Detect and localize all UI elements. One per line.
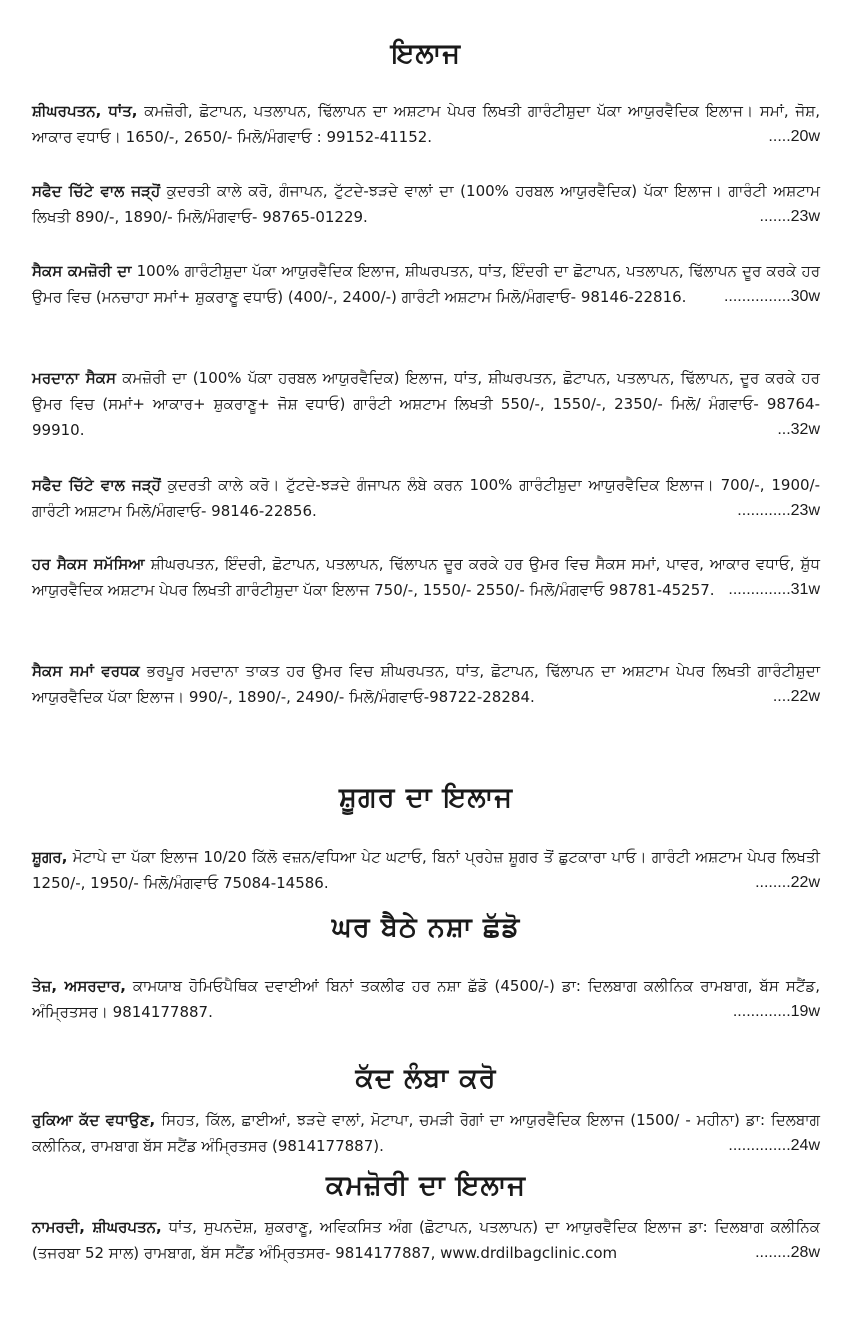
- section-height: [32, 1063, 820, 1095]
- classified-ad: [32, 258, 820, 310]
- ad-lead: ਤੇਜ਼, ਅਸਰਦਾਰ,: [32, 977, 126, 995]
- ad-lead: ਸੈਕਸ ਸਮਾਂ ਵਰਧਕ: [32, 662, 140, 680]
- ad-body: ਕੁਦਰਤੀ ਕਾਲੇ ਕਰੋ, ਗੰਜਾਪਨ, ਟੁੱਟਦੇ-ਝੜਦੇ ਵਾਲਾਂ ਦਾ (100% ਹਰਬਲ ਆਯੁਰਵੈਦਿਕ) ਪੱਕਾ ਇਲਾਜ। ਗਾਰੰਟੀ ਅਸ਼ਟਾਮ ਲਿਖਤੀ 890/-, 1890/- ਮਿਲੋ/ਮੰਗਵਾਓ- 98765-01229.: [32, 182, 820, 226]
- ad-code: ...............30w: [723, 288, 820, 305]
- ad-code: .......23w: [759, 208, 820, 225]
- ad-lead: ਨਾਮਰਦੀ, ਸ਼ੀਘਰਪਤਨ,: [32, 1218, 162, 1236]
- ad-body: ਕੁਦਰਤੀ ਕਾਲੇ ਕਰੋ। ਟੁੱਟਦੇ-ਝੜਦੇ ਗੰਜਾਪਨ ਲੰਬੇ ਕਰਨ 100% ਗਾਰੰਟੀਸ਼ੁਦਾ ਆਯੁਰਵੈਦਿਕ ਇਲਾਜ। 700/-, 1900/- ਗਾਰੰਟੀ ਅਸ਼ਟਾਮ ਮਿਲੋ/ਮੰਗਵਾਓ- 98146-22856.: [32, 476, 821, 520]
- section-heading: ਇਲਾਜ: [390, 38, 462, 69]
- ad-code: ........22w: [755, 874, 820, 891]
- ad-lead: ਸਫੈਦ ਚਿੱਟੇ ਵਾਲ ਜੜ੍ਹੋਂ: [32, 476, 161, 494]
- classified-ad: [32, 551, 820, 603]
- section-treatment: [32, 38, 820, 70]
- ad-code: ....22w: [772, 688, 820, 705]
- ad-code: .............19w: [732, 1003, 820, 1020]
- ad-code: ........28w: [755, 1244, 820, 1261]
- ad-code: ...32w: [777, 421, 820, 438]
- section-heading: ਕੱਦ ਲੰਬਾ ਕਰੋ: [355, 1063, 497, 1094]
- ad-lead: ਸ਼ੀਘਰਪਤਨ, ਧਾਂਤ,: [32, 102, 138, 120]
- ad-body: 100% ਗਾਰੰਟੀਸ਼ੁਦਾ ਪੱਕਾ ਆਯੁਰਵੈਦਿਕ ਇਲਾਜ, ਸ਼ੀਘਰਪਤਨ, ਧਾਂਤ, ਇੰਦਰੀ ਦਾ ਛੋਟਾਪਨ, ਪਤਲਾਪਨ, ਢਿੱਲਾਪਨ ਦੂਰ ਕਰਕੇ ਹਰ ਉਮਰ ਵਿਚ (ਮਨਚਾਹਾ ਸਮਾਂ+ ਸ਼ੁਕਰਾਣੂ ਵਧਾਓ) (400/-, 2400/-) ਗਾਰੰਟੀ ਅਸ਼ਟਾਮ ਮਿਲੋ/ਮੰਗਵਾਓ- 98146-22816.: [32, 262, 820, 306]
- ad-code: ..............24w: [728, 1137, 820, 1154]
- classified-ad: [32, 658, 820, 710]
- ad-lead: ਸੈਕਸ ਕਮਜ਼ੋਰੀ ਦਾ: [32, 262, 132, 280]
- ad-lead: ਰੁਕਿਆ ਕੱਦ ਵਧਾਉਣ,: [32, 1111, 156, 1129]
- classified-ad: [32, 973, 820, 1025]
- classified-ad: [32, 472, 820, 524]
- ad-lead: ਸ਼ੂਗਰ,: [32, 848, 68, 866]
- ad-code: ............23w: [737, 502, 820, 519]
- ad-body: ਕਮਜ਼ੋਰੀ ਦਾ (100% ਪੱਕਾ ਹਰਬਲ ਆਯੁਰਵੈਦਿਕ) ਇਲਾਜ, ਧਾਂਤ, ਸ਼ੀਘਰਪਤਨ, ਛੋਟਾਪਨ, ਪਤਲਾਪਨ, ਢਿੱਲਾਪਨ, ਦੂਰ ਕਰਕੇ ਹਰ ਉਮਰ ਵਿਚ (ਸਮਾਂ+ ਆਕਾਰ+ ਸ਼ੁਕਰਾਣੂ+ ਜੋਸ਼ ਵਧਾਓ) ਗਾਰੰਟੀ ਅਸ਼ਟਾਮ ਲਿਖਤੀ 550/-, 1550/-, 2350/- ਮਿਲੋ/ ਮੰਗਵਾਓ- 98764-99910.: [32, 369, 820, 439]
- ad-body: ਮੋਟਾਪੇ ਦਾ ਪੱਕਾ ਇਲਾਜ 10/20 ਕਿੱਲੋ ਵਜ਼ਨ/ਵਧਿਆ ਪੇਟ ਘਟਾਓ, ਬਿਨਾਂ ਪ੍ਰਹੇਜ਼ ਸ਼ੂਗਰ ਤੋਂ ਛੁਟਕਾਰਾ ਪਾਓ। ਗਾਰੰਟੀ ਅਸ਼ਟਾਮ ਪੇਪਰ ਲਿਖਤੀ 1250/-, 1950/- ਮਿਲੋ/ਮੰਗਵਾਓ 75084-14586.: [32, 848, 820, 892]
- classified-ad: [32, 98, 820, 150]
- ad-body: ਕਾਮਯਾਬ ਹੋਮਿਓਪੈਥਿਕ ਦਵਾਈਆਂ ਬਿਨਾਂ ਤਕਲੀਫ ਹਰ ਨਸ਼ਾ ਛੱਡੋ (4500/-) ਡਾ: ਦਿਲਬਾਗ ਕਲੀਨਿਕ ਰਾਮਬਾਗ, ਬੱਸ ਸਟੈਂਡ, ਅੰਮ੍ਰਿਤਸਰ। 9814177887.: [32, 977, 820, 1021]
- classified-ad: [32, 1107, 820, 1159]
- ad-lead: ਮਰਦਾਨਾ ਸੈਕਸ: [32, 369, 117, 387]
- ad-body: ਧਾਂਤ, ਸੁਪਨਦੋਸ਼, ਸ਼ੁਕਰਾਣੂ, ਅਵਿਕਸਿਤ ਅੰਗ (ਛੋਟਾਪਨ, ਪਤਲਾਪਨ) ਦਾ ਆਯੁਰਵੈਦਿਕ ਇਲਾਜ ਡਾ: ਦਿਲਬਾਗ ਕਲੀਨਿਕ (ਤਜਰਬਾ 52 ਸਾਲ) ਰਾਮਬਾਗ, ਬੱਸ ਸਟੈਂਡ ਅੰਮ੍ਰਿਤਸਰ- 9814177887, www.drdilbagclinic.com: [32, 1218, 821, 1262]
- section-heading: ਸ਼ੂਗਰ ਦਾ ਇਲਾਜ: [339, 782, 513, 813]
- ad-code: .....20w: [768, 128, 820, 145]
- classified-ad: [32, 844, 820, 896]
- ad-lead: ਸਫੈਦ ਚਿੱਟੇ ਵਾਲ ਜੜ੍ਹੋਂ: [32, 182, 161, 200]
- section-quit-addiction: [32, 912, 820, 944]
- ad-body: ਭਰਪੂਰ ਮਰਦਾਨਾ ਤਾਕਤ ਹਰ ਉਮਰ ਵਿਚ ਸ਼ੀਘਰਪਤਨ, ਧਾਂਤ, ਛੋਟਾਪਨ, ਢਿੱਲਾਪਨ ਦਾ ਅਸ਼ਟਾਮ ਪੇਪਰ ਲਿਖਤੀ ਗਾਰੰਟੀਸ਼ੁਦਾ ਆਯੁਰਵੈਦਿਕ ਪੱਕਾ ਇਲਾਜ। 990/-, 1890/-, 2490/- ਮਿਲੋ/ਮੰਗਵਾਓ-98722-28284.: [32, 662, 820, 706]
- section-heading: ਕਮਜ਼ੋਰੀ ਦਾ ਇਲਾਜ: [325, 1170, 527, 1201]
- section-weakness: [32, 1170, 820, 1202]
- classified-ad: [32, 1214, 820, 1266]
- section-sugar: [32, 782, 820, 814]
- classified-ad: [32, 178, 820, 230]
- ad-body: ਕਮਜ਼ੋਰੀ, ਛੋਟਾਪਨ, ਪਤਲਾਪਨ, ਢਿੱਲਾਪਨ ਦਾ ਅਸ਼ਟਾਮ ਪੇਪਰ ਲਿਖਤੀ ਗਾਰੰਟੀਸ਼ੁਦਾ ਪੱਕਾ ਆਯੁਰਵੈਦਿਕ ਇਲਾਜ। ਸਮਾਂ, ਜੋਸ਼, ਆਕਾਰ ਵਧਾਓ। 1650/-, 2650/- ਮਿਲੋ/ਮੰਗਵਾਓ : 99152-41152.: [32, 102, 820, 146]
- ad-body: ਸ਼ੀਘਰਪਤਨ, ਇੰਦਰੀ, ਛੋਟਾਪਨ, ਪਤਲਾਪਨ, ਢਿੱਲਾਪਨ ਦੂਰ ਕਰਕੇ ਹਰ ਉਮਰ ਵਿਚ ਸੈਕਸ ਸਮਾਂ, ਪਾਵਰ, ਆਕਾਰ ਵਧਾਓ, ਸ਼ੁੱਧ ਆਯੁਰਵੈਦਿਕ ਅਸ਼ਟਾਮ ਪੇਪਰ ਲਿਖਤੀ ਗਾਰੰਟੀਸ਼ੁਦਾ ਪੱਕਾ ਇਲਾਜ 750/-, 1550/- 2550/- ਮਿਲੋ/ਮੰਗਵਾਓ 98781-45257.: [32, 555, 820, 599]
- classified-ad: [32, 365, 820, 443]
- ad-lead: ਹਰ ਸੈਕਸ ਸਮੱਸਿਆ: [32, 555, 145, 573]
- ad-code: ..............31w: [728, 581, 820, 598]
- ad-body: ਸਿਹਤ, ਕਿੱਲ, ਛਾਈਆਂ, ਝੜਦੇ ਵਾਲਾਂ, ਮੋਟਾਪਾ, ਚਮੜੀ ਰੋਗਾਂ ਦਾ ਆਯੁਰਵੈਦਿਕ ਇਲਾਜ (1500/ - ਮਹੀਨਾ) ਡਾ: ਦਿਲਬਾਗ ਕਲੀਨਿਕ, ਰਾਮਬਾਗ ਬੱਸ ਸਟੈਂਡ ਅੰਮ੍ਰਿਤਸਰ (9814177887).: [32, 1111, 821, 1155]
- section-heading: ਘਰ ਬੈਠੇ ਨਸ਼ਾ ਛੱਡੋ: [331, 912, 521, 943]
